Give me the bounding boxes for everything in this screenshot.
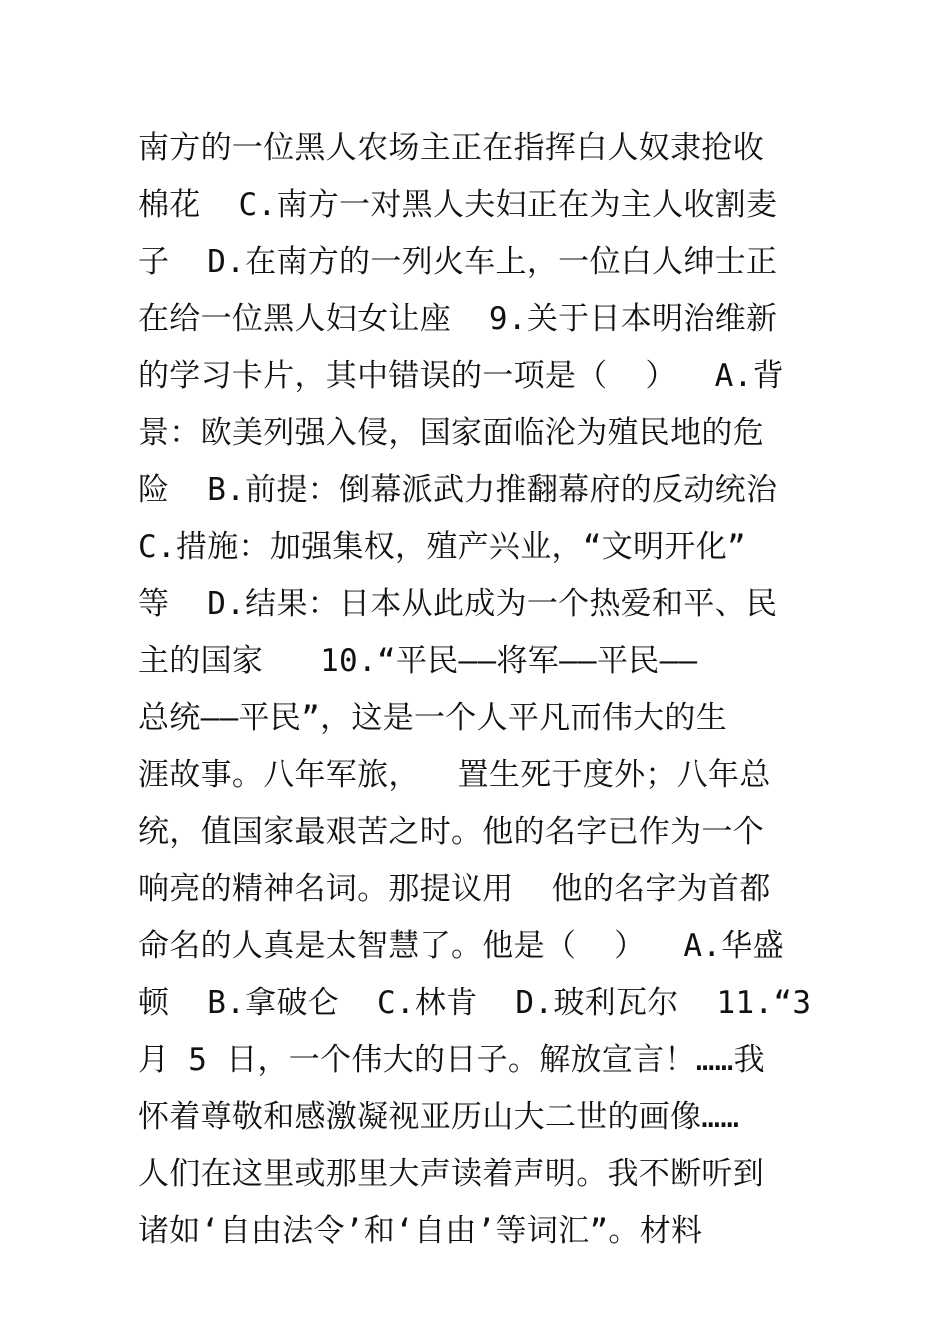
text-line: 统，值国家最艰苦之时。他的名字已作为一个 — [138, 814, 764, 850]
text-line: 顿 B.拿破仑 C.林肯 D.玻利瓦尔 11.“3 — [138, 985, 812, 1021]
text-line: 子 D.在南方的一列火车上，一位白人绅士正 — [138, 244, 778, 280]
text-line: 人们在这里或那里大声读着声明。我不断听到 — [138, 1156, 764, 1192]
text-line: 等 D.结果：日本从此成为一个热爱和平、民 — [138, 586, 778, 622]
text-line: 诸如‘自由法令’和‘自由’等词汇”。材料 — [138, 1213, 703, 1249]
text-line: C.措施：加强集权，殖产兴业，“文明开化” — [138, 529, 746, 565]
text-line: 的学习卡片，其中错误的一项是（ ） A.背 — [138, 358, 784, 394]
text-line: 涯故事。八年军旅， 置生死于度外；八年总 — [138, 757, 771, 793]
text-line: 响亮的精神名词。那提议用 他的名字为首都 — [138, 871, 771, 907]
text-line: 命名的人真是太智慧了。他是（ ） A.华盛 — [138, 928, 784, 964]
document-text — [138, 120, 818, 1260]
text-line: 怀着尊敬和感激凝视亚历山大二世的画像…… — [138, 1099, 740, 1135]
text-line: 主的国家 10.“平民——将军——平民—— — [138, 643, 698, 679]
text-line: 总统——平民”，这是一个人平凡而伟大的生 — [138, 700, 727, 736]
text-line: 月 5 日，一个伟大的日子。解放宣言！……我 — [138, 1042, 765, 1078]
text-line: 南方的一位黑人农场主正在指挥白人奴隶抢收 — [138, 130, 764, 166]
text-line: 景：欧美列强入侵，国家面临沦为殖民地的危 — [138, 415, 764, 451]
text-line: 险 B.前提：倒幕派武力推翻幕府的反动统治 — [138, 472, 778, 508]
text-line: 棉花 C.南方一对黑人夫妇正在为主人收割麦 — [138, 187, 778, 223]
text-line: 在给一位黑人妇女让座 9.关于日本明治维新 — [138, 301, 778, 337]
